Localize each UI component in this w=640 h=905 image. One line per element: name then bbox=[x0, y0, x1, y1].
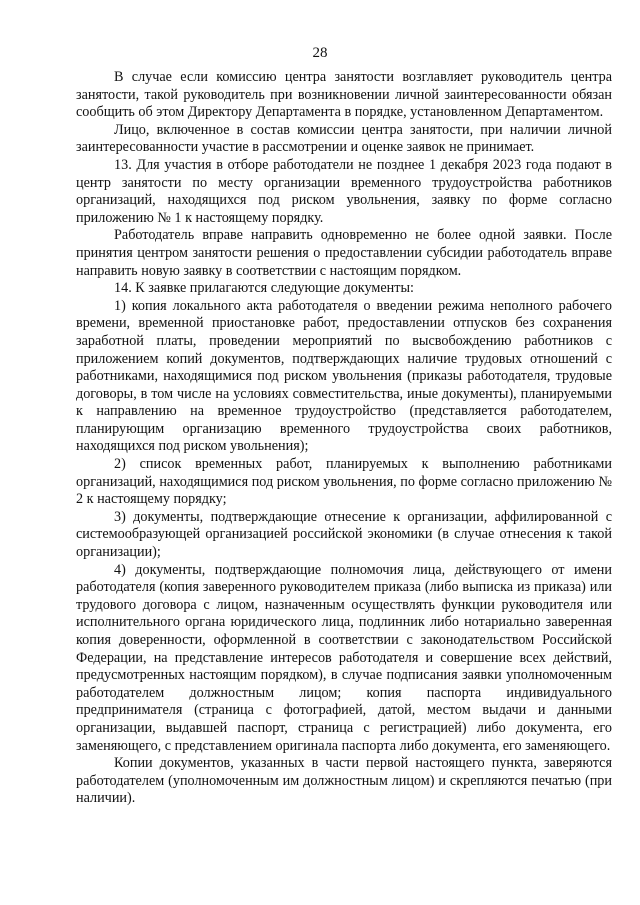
list-item-2: 2) список временных работ, планируемых к выполнению работниками организаций, находящимися под риском увольнения, по форме согласно приложению № 2 к настоящему порядку; bbox=[76, 456, 612, 508]
paragraph-item-14: 14. К заявке прилагаются следующие документы: bbox=[114, 280, 414, 297]
paragraph-copies-certification: Копии документов, указанных в части первой настоящего пункта, заверяются работодателем (уполномоченным им должностным лицом) и скрепляются печатью (при наличии). bbox=[76, 755, 612, 807]
list-item-3: 3) документы, подтверждающие отнесение к организации, аффилированной с системообразующей организацией российской экономики (в случае отнесения к такой организации); bbox=[76, 508, 612, 561]
document-body bbox=[76, 69, 612, 808]
paragraph-commission-member: Лицо, включенное в состав комиссии центра занятости, при наличии личной заинтересованности участие в рассмотрении и оценке заявок не принимает. bbox=[76, 121, 612, 156]
paragraph-item-13: 13. Для участия в отборе работодатели не позднее 1 декабря 2023 года подают в центр занятости по месту организации временного трудоустройства работников организаций, находящихся под риском увольнения, заявку по форме согласно приложению № 1 к настоящему порядку. bbox=[76, 156, 612, 226]
paragraph-commission-head: В случае если комиссию центра занятости возглавляет руководитель центра занятости, такой руководитель при возникновении личной заинтересованности обязан сообщить об этом Директору Департамента в порядке, установленном Департаментом. bbox=[76, 69, 612, 121]
paragraph-single-application: Работодатель вправе направить одновременно не более одной заявки. После принятия центром занятости решения о предоставлении субсидии работодатель вправе направить новую заявку в соответствии с настоящим порядком. bbox=[76, 227, 612, 279]
list-item-1: 1) копия локального акта работодателя о введении режима неполного рабочего времени, временной приостановке работ, предоставлении отпусков без сохранения заработной платы, проведении мероприятий по высвобождению работников с приложением копий документов, подтверждающих наличие трудовых отношений с работниками, находящимися под риском увольнения (приказы работодателя, трудовые договоры, в том числе на условиях совместительства, иные документы), планируемыми к направлению на временное трудоустройство (представляется работодателем, планирующим организацию временного трудоустройства своих работников, находящихся под риском увольнения); bbox=[76, 297, 612, 455]
page-number: 28 bbox=[312, 45, 328, 61]
list-item-4: 4) документы, подтверждающие полномочия лица, действующего от имени работодателя (копия заверенного руководителем приказа (либо выписка из приказа) или трудового договора с лицом, назначенным осуществлять функции руководителя или исполнительного органа юридического лица, подлинник либо нотариально заверенная копия доверенности, оформленной в соответствии с законодательством Российской Федерации, на представление интересов работодателя и совершение всех действий, предусмотренных настоящим порядком), в случае подписания заявки уполномоченным работодателем должностным лицом; копия паспорта индивидуального предпринимателя (страница с фотографией, датой, местом выдачи и данными организации, выдавшей паспорт, страница с регистрацией) либо документа, его заменяющего, с представлением оригинала паспорта либо документа, его заменяющего. bbox=[76, 561, 612, 754]
